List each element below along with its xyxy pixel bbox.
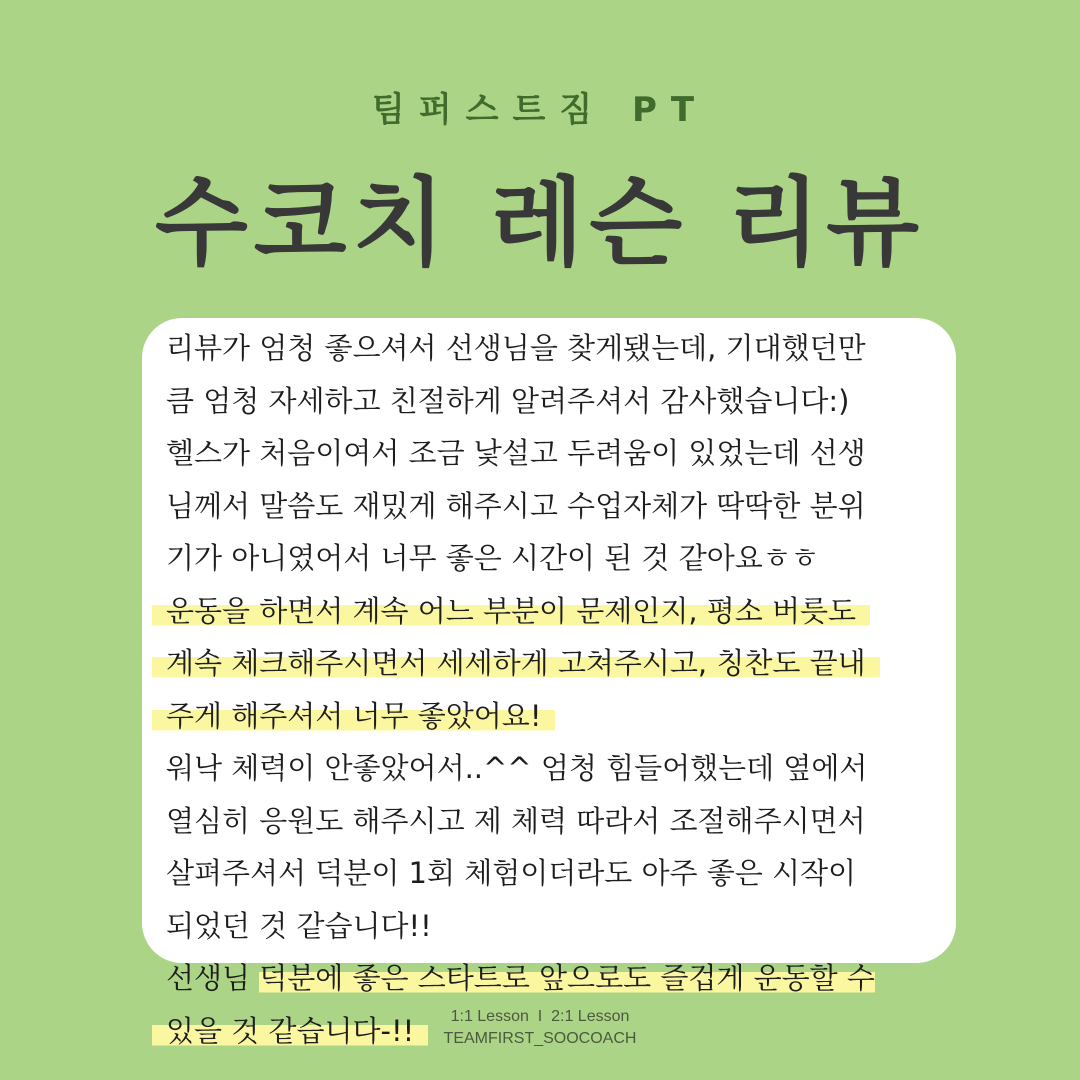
review-line: 리뷰가 엄청 좋으셔서 선생님을 찾게됐는데, 기대했던만 xyxy=(166,331,866,365)
account-handle: TEAMFIRST_SOOCOACH xyxy=(443,1030,637,1047)
review-line: 헬스가 처음이여서 조금 낯설고 두려움이 있었는데 선생 xyxy=(166,436,866,470)
highlight-mark: 덕분에 좋은 스타트로 앞으로도 즐겁게 운동할 수 xyxy=(259,961,875,995)
review-text xyxy=(166,322,956,1057)
highlight-mark: 있을 것 같습니다-!! xyxy=(152,1014,428,1048)
footer xyxy=(0,1006,1080,1050)
review-line: 열심히 응원도 해주시고 제 체력 따라서 조절해주시면서 xyxy=(166,803,866,838)
review-line-highlighted xyxy=(166,585,956,638)
highlight-mark: 주게 해주셔서 너무 좋았어요! xyxy=(152,699,555,733)
highlight-mark: 계속 체크해주시면서 세세하게 고쳐주시고, 칭찬도 끝내 xyxy=(152,646,880,680)
review-line: 되었던 것 같습니다!! xyxy=(166,908,432,943)
review-line: 기가 아니였어서 너무 좋은 시간이 된 것 같아요ㅎㅎ xyxy=(166,541,819,575)
review-line-highlighted: 선생님 덕분에 좋은 스타트로 앞으로도 즐겁게 운동할 수 xyxy=(166,961,875,995)
review-line: 살펴주셔서 덕분이 1회 체험이더라도 아주 좋은 시작이 xyxy=(166,856,857,890)
review-line: 큼 엄청 자세하고 친절하게 알려주셔서 감사했습니다:) xyxy=(166,383,850,418)
review-line: 워낙 체력이 안좋았어서..^^ 엄청 힘들어했는데 옆에서 xyxy=(166,751,868,785)
brand-subtitle: 팀퍼스트짐 PT xyxy=(371,90,709,130)
page-title: 수코치 레슨 리뷰 xyxy=(155,167,925,279)
review-line: 님께서 말씀도 재밌게 해주시고 수업자체가 딱딱한 분위 xyxy=(166,488,866,523)
review-line-highlighted xyxy=(166,690,956,743)
lesson-types: 1:1 Lesson I 2:1 Lesson xyxy=(450,1008,630,1025)
review-line-highlighted xyxy=(166,637,956,690)
highlight-mark: 운동을 하면서 계속 어느 부분이 문제인지, 평소 버릇도 xyxy=(152,594,870,628)
